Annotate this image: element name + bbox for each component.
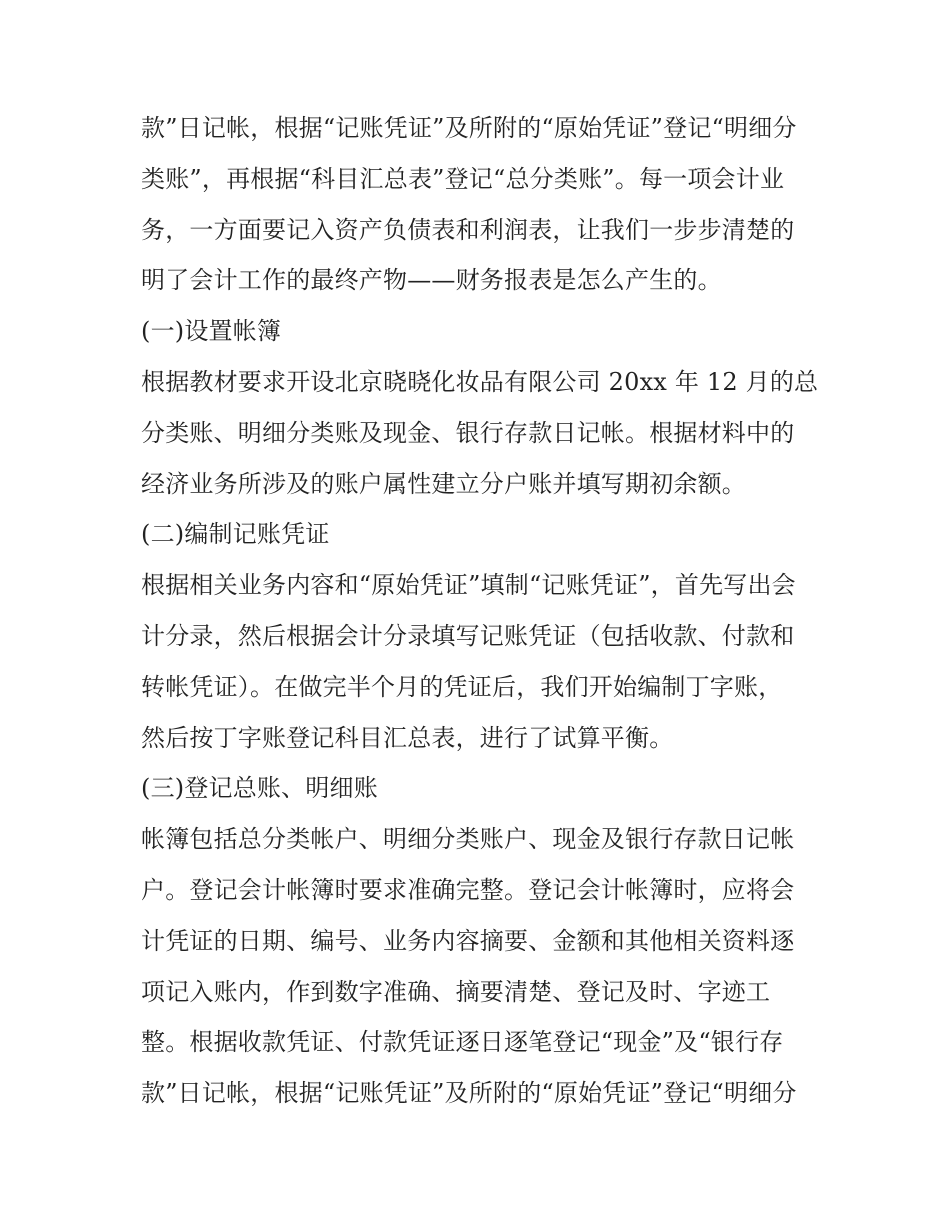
text-line: 项记入账内，作到数字准确、摘要清楚、登记及时、字迹工 (141, 977, 771, 1006)
section-heading: (一)设置帐簿 (141, 317, 282, 346)
text-line: 经济业务所涉及的账户属性建立分户账并填写期初余额。 (141, 469, 746, 498)
text-line: 明了会计工作的最终产物——财务报表是怎么产生的。 (141, 266, 722, 295)
text-line: 转帐凭证）。在做完半个月的凭证后，我们开始编制丁字账， (141, 672, 783, 701)
text-line: 根据相关业务内容和“原始凭证”填制“记账凭证”，首先写出会 (141, 571, 796, 600)
text-line: 帐簿包括总分类帐户、明细分类账户、现金及银行存款日记帐 (141, 825, 795, 854)
section-heading: (三)登记总账、明细账 (141, 774, 378, 803)
text-line: 然后按丁字账登记科目汇总表，进行了试算平衡。 (141, 723, 674, 752)
text-line: 款”日记帐，根据“记账凭证”及所附的“原始凭证”登记“明细分 (141, 1079, 797, 1108)
text-line: 计凭证的日期、编号、业务内容摘要、金额和其他相关资料逐 (141, 926, 795, 955)
text-line: 类账”，再根据“科目汇总表”登记“总分类账”。每一项会计业 (141, 164, 785, 193)
text-line: 务，一方面要记入资产负债表和利润表，让我们一步步清楚的 (141, 215, 795, 244)
text-line: 户。登记会计帐簿时要求准确完整。登记会计帐簿时，应将会 (141, 875, 795, 904)
section-heading: (二)编制记账凭证 (141, 520, 330, 549)
text-line: 整。根据收款凭证、付款凭证逐日逐笔登记“现金”及“银行存 (141, 1028, 784, 1057)
text-line: 款”日记帐，根据“记账凭证”及所附的“原始凭证”登记“明细分 (141, 114, 797, 142)
text-line: 计分录，然后根据会计分录填写记账凭证（包括收款、付款和 (141, 621, 795, 650)
document-body (141, 103, 821, 1119)
text-line: 分类账、明细分类账及现金、银行存款日记帐。根据材料中的 (141, 418, 795, 447)
text-line: 根据教材要求开设北京晓晓化妆品有限公司 20xx 年 12 月的总 (141, 367, 819, 396)
